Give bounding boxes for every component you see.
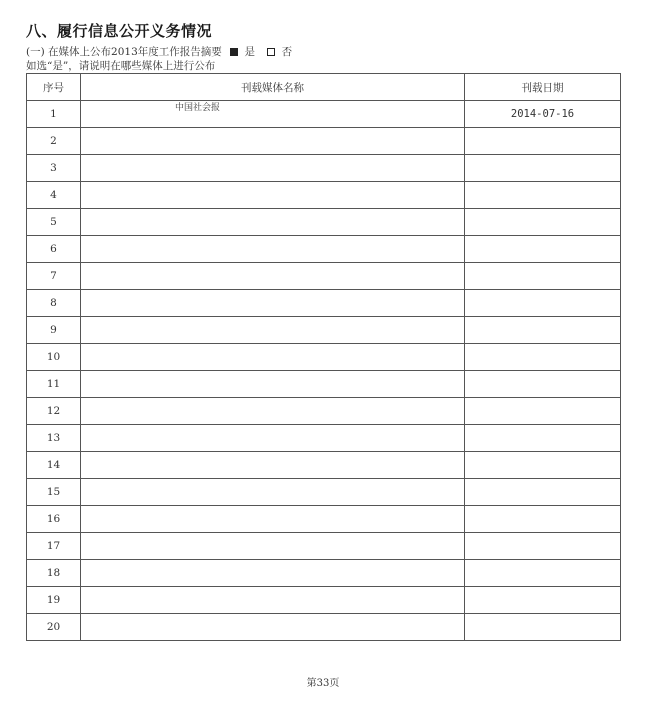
row-media-name — [81, 290, 465, 317]
row-media-name — [81, 479, 465, 506]
table-row — [27, 425, 621, 452]
row-date — [465, 263, 621, 290]
row-date — [465, 614, 621, 641]
row-media-name — [81, 587, 465, 614]
row-index: 15 — [27, 479, 81, 506]
table-row — [27, 236, 621, 263]
table-row — [27, 452, 621, 479]
table-row — [27, 317, 621, 344]
row-media-name — [81, 209, 465, 236]
yes-checkbox[interactable] — [230, 48, 238, 56]
table-row — [27, 344, 621, 371]
no-checkbox[interactable] — [267, 48, 275, 56]
table-row — [27, 290, 621, 317]
row-index: 9 — [27, 317, 81, 344]
row-date — [465, 425, 621, 452]
row-index: 1 — [27, 101, 81, 128]
row-index: 3 — [27, 155, 81, 182]
row-media-name — [81, 371, 465, 398]
row-index: 6 — [27, 236, 81, 263]
row-date — [465, 236, 621, 263]
table-row — [27, 533, 621, 560]
table-body — [27, 101, 621, 641]
row-media-name — [81, 425, 465, 452]
row-media-name — [81, 128, 465, 155]
row-media-name — [81, 236, 465, 263]
table-row — [27, 182, 621, 209]
no-label: 否 — [281, 46, 293, 58]
row-media-name — [81, 614, 465, 641]
row-date — [465, 587, 621, 614]
table-row — [27, 128, 621, 155]
publication-question — [26, 44, 296, 59]
row-index: 19 — [27, 587, 81, 614]
row-date — [465, 209, 621, 236]
row-date — [465, 479, 621, 506]
row-index: 14 — [27, 452, 81, 479]
row-media-name — [81, 533, 465, 560]
table-header-row — [27, 74, 621, 101]
row-media-name — [81, 263, 465, 290]
row-index: 17 — [27, 533, 81, 560]
row-date — [465, 560, 621, 587]
row-index: 10 — [27, 344, 81, 371]
media-table — [26, 73, 621, 641]
row-media-name — [81, 155, 465, 182]
row-date — [465, 506, 621, 533]
table-row — [27, 398, 621, 425]
row-media-name — [81, 182, 465, 209]
row-date — [465, 290, 621, 317]
row-date — [465, 317, 621, 344]
row-date — [465, 533, 621, 560]
row-index: 12 — [27, 398, 81, 425]
section-title: 八、履行信息公开义务情况 — [26, 22, 213, 40]
row-media-name — [81, 344, 465, 371]
row-media-name — [81, 398, 465, 425]
table-row — [27, 560, 621, 587]
header-media-name: 刊载媒体名称 — [81, 74, 465, 101]
row-index: 20 — [27, 614, 81, 641]
row-index: 13 — [27, 425, 81, 452]
header-date: 刊载日期 — [465, 74, 621, 101]
row-media-name — [81, 317, 465, 344]
row-media-name — [81, 560, 465, 587]
row-index: 16 — [27, 506, 81, 533]
table-row — [27, 155, 621, 182]
question-prefix: (一) 在媒体上公布2013年度工作报告摘要 — [26, 46, 222, 58]
row-date — [465, 398, 621, 425]
table-row — [27, 479, 621, 506]
page-number: 第33页 — [306, 678, 340, 689]
row-date — [465, 371, 621, 398]
row-date — [465, 452, 621, 479]
row-date — [465, 344, 621, 371]
row-date: 2014-07-16 — [465, 101, 621, 128]
row-media-name — [81, 506, 465, 533]
row-index: 7 — [27, 263, 81, 290]
yes-label: 是 — [244, 46, 255, 58]
table-row — [27, 371, 621, 398]
row-date — [465, 182, 621, 209]
table-row — [27, 101, 621, 128]
row-index: 8 — [27, 290, 81, 317]
table-row — [27, 263, 621, 290]
table-row — [27, 506, 621, 533]
row-date — [465, 128, 621, 155]
row-date — [465, 155, 621, 182]
row-media-name: 中国社会报 — [81, 101, 465, 128]
row-index: 2 — [27, 128, 81, 155]
row-index: 18 — [27, 560, 81, 587]
row-index: 11 — [27, 371, 81, 398]
header-index: 序号 — [27, 74, 81, 101]
table-row — [27, 209, 621, 236]
row-media-name — [81, 452, 465, 479]
row-index: 4 — [27, 182, 81, 209]
media-instruction: 如选“是”，请说明在哪些媒体上进行公布 — [26, 60, 216, 72]
table-row — [27, 614, 621, 641]
row-index: 5 — [27, 209, 81, 236]
table-row — [27, 587, 621, 614]
